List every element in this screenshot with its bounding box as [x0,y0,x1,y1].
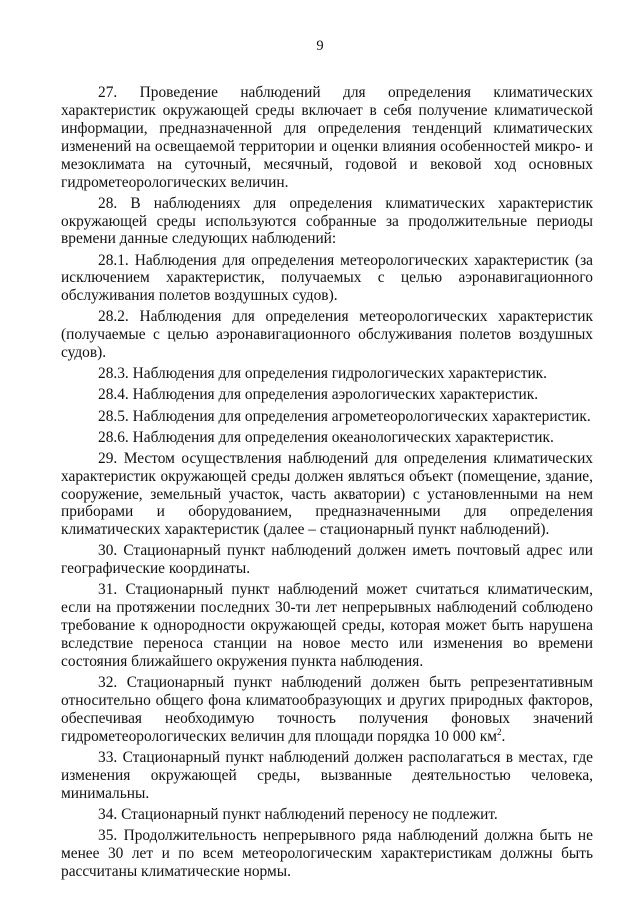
paragraph-32 [61,674,593,746]
paragraph-28-2: 28.2. Наблюдения для определения метеорологических характеристик (получаемые с целью аэронавигационного обслуживания полетов воздушных судов). [61,308,593,362]
paragraph-30: 30. Стационарный пункт наблюдений должен иметь почтовый адрес или географические координаты. [61,542,593,578]
paragraph-32-tail: . [501,727,506,745]
paragraph-33: 33. Стационарный пункт наблюдений должен располагаться в местах, где изменения окружающей среды, вызванные деятельностью человека, минимальны. [61,748,593,802]
superscript-squared: 2 [496,726,502,737]
paragraph-28-6: 28.6. Наблюдения для определения океанологических характеристик. [98,428,554,446]
page-number: 9 [316,38,324,54]
paragraph-27: 27. Проведение наблюдений для определения климатических характеристик окружающей среды включает в себя получение климатической информации, предназначенной для определения тенденций климатических изменений на освещаемой территории и оценки влияния особенностей микро- и мезоклимата на суточный, месячный, годовой и вековой ход основных гидрометеорологических величин. [61,84,593,191]
paragraph-28: 28. В наблюдениях для определения климатических характеристик окружающей среды используются собранные за продолжительные периоды времени данные следующих наблюдений: [61,194,593,248]
paragraph-29: 29. Местом осуществления наблюдений для определения климатических характеристик окружающей среды должен являться объект (помещение, здание, сооружение, земельный участок, часть акватории) с установленными на нем приборами и оборудованием, предназначенными для определения климатических характеристик (далее – стационарный пункт наблюдений). [61,449,593,539]
paragraph-35: 35. Продолжительность непрерывного ряда наблюдений должна быть не менее 30 лет и по всем метеорологическим характеристикам должны быть рассчитаны климатические нормы. [61,826,593,880]
paragraph-28-3: 28.3. Наблюдения для определения гидрологических характеристик. [98,365,548,383]
paragraph-34: 34. Стационарный пункт наблюдений переносу не подлежит. [98,805,498,823]
paragraph-28-4: 28.4. Наблюдения для определения аэрологических характеристик. [98,386,539,404]
paragraph-28-5: 28.5. Наблюдения для определения агрометеорологических характеристик. [98,407,591,425]
paragraph-32-text: 32. Стационарный пункт наблюдений должен быть репрезентативным относительно общего фона климатообразующих и других природных факторов, обеспечивая необходимую точность получения фоновых значений гидрометеорологических величин для площади порядка 10 000 км [61,674,593,745]
document-body [61,84,593,884]
paragraph-31: 31. Стационарный пункт наблюдений может считаться климатическим, если на протяжении последних 30-ти лет непрерывных наблюдений соблюдено требование к однородности окружающей среды, которая может быть нарушена вследствие переноса станции на новое место или изменения во времени состояния ближайшего окружения пункта наблюдения. [61,581,593,671]
paragraph-28-1: 28.1. Наблюдения для определения метеорологических характеристик (за исключением характеристик, получаемых с целью аэронавигационного обслуживания полетов воздушных судов). [61,251,593,305]
